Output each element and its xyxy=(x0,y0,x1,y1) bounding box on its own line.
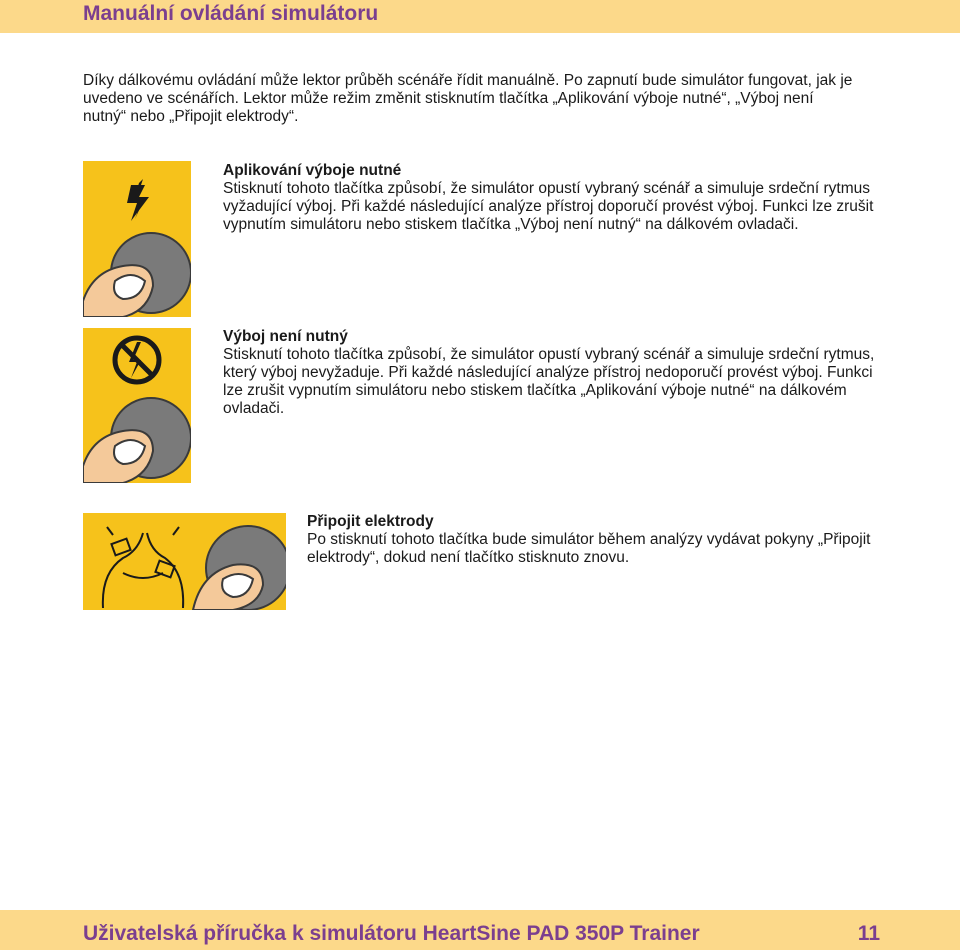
section-body: Stisknutí tohoto tlačítka způsobí, že simulátor opustí vybraný scénář a simuluje srdeční rytmus vyžadující výboj. Při každé následující analýze přístroj doporučí provést výboj. Funkci lze zrušit vypnutím simulátoru nebo stiskem tlačítka „Výboj není nutný“ na dálkovém ovladači. xyxy=(223,180,874,233)
no-shock-illustration xyxy=(83,328,191,483)
intro-paragraph: Díky dálkovému ovládání může lektor průběh scénáře řídit manuálně. Po zapnutí bude simulátor fungovat, jak je uvedeno ve scénářích. Lektor může režim změnit stisknutím tlačítka „Aplikování výboje nutné“, „Výboj není nutný“ nebo „Připojit elektrody“. xyxy=(83,72,853,125)
attach-pads-illustration xyxy=(83,513,286,610)
section-shock-advised xyxy=(223,162,883,234)
page-number: 11 xyxy=(857,922,880,945)
section-title: Aplikování výboje nutné xyxy=(223,162,402,179)
section-attach-pads xyxy=(307,513,887,567)
page-title: Manuální ovládání simulátoru xyxy=(83,2,379,25)
section-body: Stisknutí tohoto tlačítka způsobí, že simulátor opustí vybraný scénář a simuluje srdeční rytmus, který výboj nevyžaduje. Při každé následující analýze přístroj nedoporučí provést výboj. Funkci lze zrušit vypnutím simulátoru nebo stiskem tlačítka „Aplikování výboje nutné“ na dálkovém ovladači. xyxy=(223,346,875,417)
section-body: Po stisknutí tohoto tlačítka bude simulátor během analýzy vydávat pokyny „Připojit elektrody“, dokud není tlačítko stisknuto znovu. xyxy=(307,531,871,566)
shock-advised-illustration xyxy=(83,161,191,317)
section-no-shock xyxy=(223,328,883,418)
section-title: Připojit elektrody xyxy=(307,513,434,530)
section-title: Výboj není nutný xyxy=(223,328,348,345)
footer-title: Uživatelská příručka k simulátoru HeartSine PAD 350P Trainer xyxy=(83,922,700,945)
